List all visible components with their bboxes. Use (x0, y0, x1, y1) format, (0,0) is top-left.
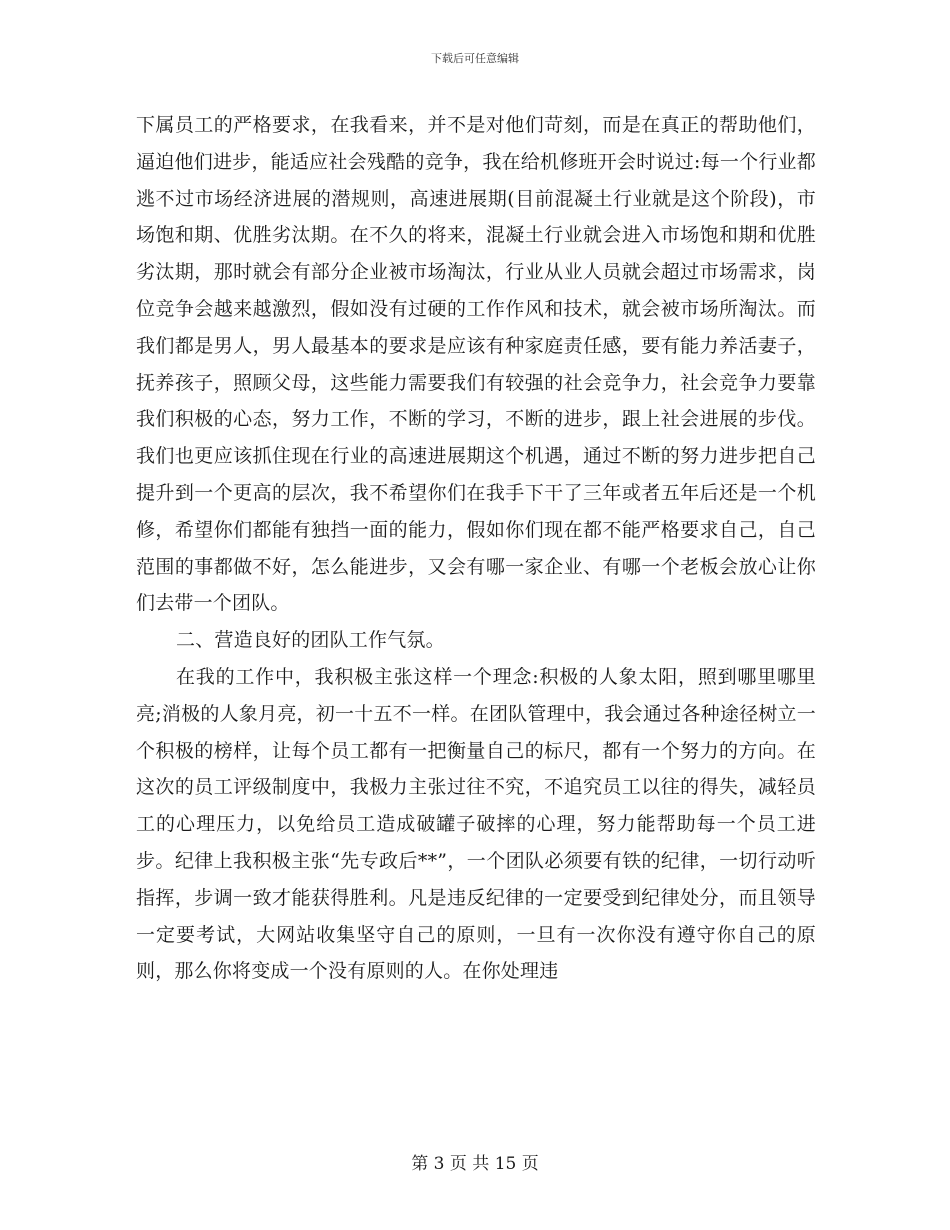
document-body (136, 107, 816, 990)
section-heading: 二、营造良好的团队工作气氛。 (176, 629, 445, 652)
paragraph-2: 在我的工作中，我积极主张这样一个理念:积极的人象太阳，照到哪里哪里亮;消极的人象月亮，初一十五不一样。在团队管理中，我会通过各种途径树立一个积极的榜样，让每个员工都有一把衡量自己的标尺，都有一个努力的方向。在这次的员工评级制度中，我极力主张过往不究，不追究员工以往的得失，减轻员工的心理压力，以免给员工造成破罐子破摔的心理，努力能帮助每一个员工进步。纪律上我积极主张“先专政后**”，一个团队必须要有铁的纪律，一切行动听指挥，步调一致才能获得胜利。凡是违反纪律的一定要受到纪律处分，而且领导一定要考试，大网站收集坚守自己的原则，一旦有一次你没有遵守你自己的原则，那么你将变成一个没有原则的人。在你处理违 (136, 665, 816, 983)
page-footer: 第 3 页 共 15 页 (411, 1154, 539, 1174)
page-header: 下载后可任意编辑 (431, 52, 519, 65)
paragraph-1: 下属员工的严格要求，在我看来，并不是对他们苛刻，而是在真正的帮助他们，逼迫他们进步，能适应社会残酷的竞争，我在给机修班开会时说过:每一个行业都逃不过市场经济进展的潜规则，高速进展期(目前混凝土行业就是这个阶段)，市场饱和期、优胜劣汰期。在不久的将来，混凝土行业就会进入市场饱和期和优胜劣汰期，那时就会有部分企业被市场淘汰，行业从业人员就会超过市场需求，岗位竞争会越来越激烈，假如没有过硬的工作作风和技术，就会被市场所淘汰。而我们都是男人，男人最基本的要求是应该有种家庭责任感，要有能力养活妻子，抚养孩子，照顾父母，这些能力需要我们有较强的社会竞争力，社会竞争力要靠我们积极的心态，努力工作，不断的学习，不断的进步，跟上社会进展的步伐。我们也更应该抓住现在行业的高速进展期这个机遇，通过不断的努力进步把自己提升到一个更高的层次，我不希望你们在我手下干了三年或者五年后还是一个机修，希望你们都能有独挡一面的能力，假如你们现在都不能严格要求自己，自己范围的事都做不好，怎么能进步，又会有哪一家企业、有哪一个老板会放心让你们去带一个团队。 (136, 114, 816, 615)
